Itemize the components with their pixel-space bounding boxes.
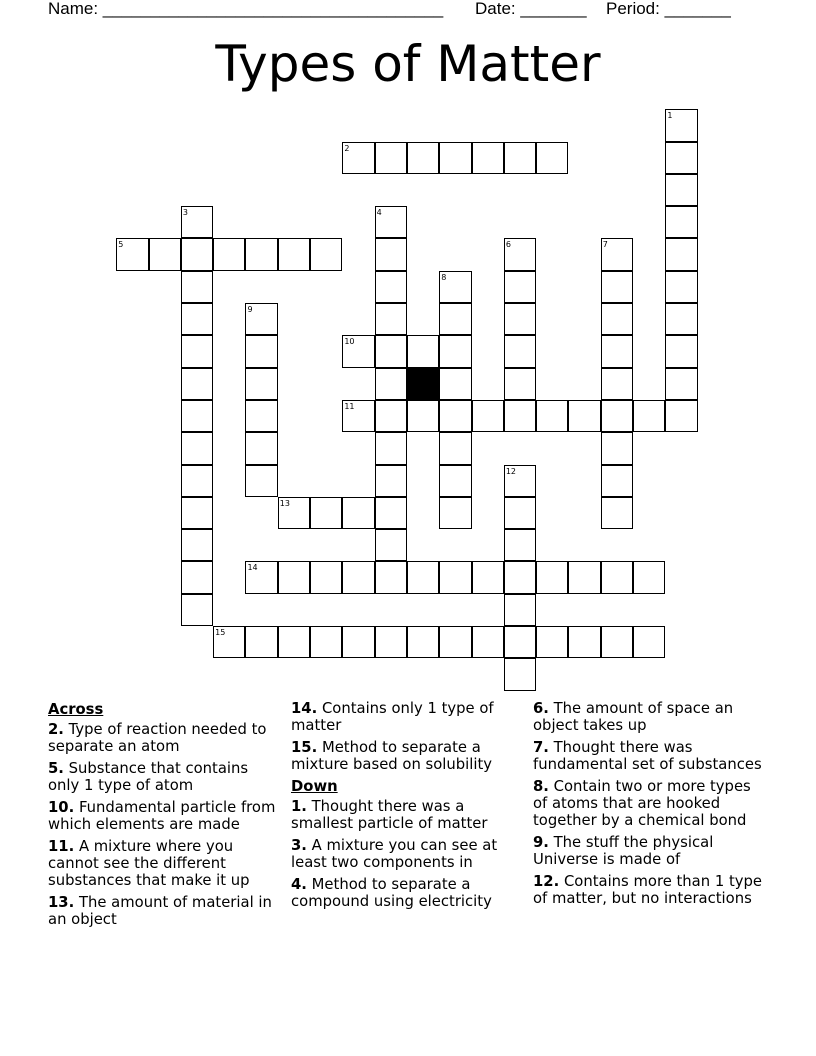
page-title: Types of Matter xyxy=(215,35,601,93)
grid-cell[interactable] xyxy=(407,400,439,432)
grid-cell[interactable] xyxy=(601,561,633,593)
name-field[interactable]: Name: ____________________________________ xyxy=(48,0,444,18)
grid-cell[interactable] xyxy=(504,238,536,270)
grid-cell[interactable] xyxy=(342,561,374,593)
grid-cell[interactable] xyxy=(181,497,213,529)
grid-cell[interactable] xyxy=(504,303,536,335)
clue-across-2: 2. Type of reaction needed to separate an atom xyxy=(48,721,267,755)
grid-cell[interactable] xyxy=(245,465,277,497)
grid-cell[interactable] xyxy=(665,109,697,141)
clue-number: 3 xyxy=(182,208,188,218)
clue-down-1: 1. Thought there was a smallest particle of matter xyxy=(291,798,488,832)
grid-cell[interactable] xyxy=(375,529,407,561)
grid-cell[interactable] xyxy=(504,497,536,529)
grid-cell[interactable] xyxy=(568,400,600,432)
clue-across-10: 10. Fundamental particle from which elements are made xyxy=(48,799,276,833)
grid-cell[interactable] xyxy=(536,561,568,593)
grid-cell[interactable] xyxy=(375,497,407,529)
grid-cell[interactable] xyxy=(181,561,213,593)
grid-cell[interactable] xyxy=(181,335,213,367)
grid-cell[interactable] xyxy=(504,142,536,174)
grid-cell[interactable] xyxy=(439,400,471,432)
grid-cell[interactable] xyxy=(665,271,697,303)
grid-cell[interactable] xyxy=(375,368,407,400)
grid-cell[interactable] xyxy=(439,303,471,335)
grid-cell[interactable] xyxy=(342,335,374,367)
grid-cell[interactable] xyxy=(601,626,633,658)
grid-cell[interactable] xyxy=(504,271,536,303)
grid-cell[interactable] xyxy=(472,561,504,593)
grid-cell[interactable] xyxy=(245,303,277,335)
clue-across-5: 5. Substance that contains only 1 type of atom xyxy=(48,760,249,794)
period-field[interactable]: Period: _______ xyxy=(606,0,731,18)
grid-cell[interactable] xyxy=(181,238,213,270)
grid-cell[interactable] xyxy=(375,465,407,497)
clue-number: 1 xyxy=(667,111,673,121)
grid-cell[interactable] xyxy=(181,594,213,626)
grid-cell[interactable] xyxy=(504,658,536,690)
clue-number: 4 xyxy=(376,208,382,218)
grid-cell[interactable] xyxy=(181,432,213,464)
clue-number: 2 xyxy=(344,143,350,153)
grid-cell[interactable] xyxy=(601,497,633,529)
clue-down-4: 4. Method to separate a compound using electricity xyxy=(291,876,492,910)
grid-cell[interactable] xyxy=(245,561,277,593)
grid-cell[interactable] xyxy=(665,206,697,238)
grid-cell[interactable] xyxy=(439,497,471,529)
grid-cell[interactable] xyxy=(439,142,471,174)
grid-cell[interactable] xyxy=(149,238,181,270)
grid-cell[interactable] xyxy=(245,238,277,270)
grid-cell[interactable] xyxy=(278,497,310,529)
grid-cell[interactable] xyxy=(310,497,342,529)
across-heading: Across xyxy=(48,701,104,718)
clues-column-2 xyxy=(291,700,526,915)
grid-cell[interactable] xyxy=(439,271,471,303)
grid-cell[interactable] xyxy=(181,400,213,432)
date-field[interactable]: Date: _______ xyxy=(475,0,587,18)
grid-cell[interactable] xyxy=(245,432,277,464)
grid-cell[interactable] xyxy=(181,206,213,238)
grid-cell[interactable] xyxy=(665,142,697,174)
grid-cell[interactable] xyxy=(472,400,504,432)
grid-cell[interactable] xyxy=(278,238,310,270)
clue-down-9: 9. The stuff the physical Universe is made of xyxy=(533,834,714,868)
grid-cell[interactable] xyxy=(601,400,633,432)
clue-number: 12 xyxy=(505,466,517,476)
grid-cell[interactable] xyxy=(407,561,439,593)
grid-cell[interactable] xyxy=(601,238,633,270)
grid-cell[interactable] xyxy=(181,465,213,497)
down-heading: Down xyxy=(291,778,338,795)
grid-cell[interactable] xyxy=(310,561,342,593)
grid-cell[interactable] xyxy=(665,303,697,335)
clue-down-3: 3. A mixture you can see at least two components in xyxy=(291,837,498,871)
grid-cell[interactable] xyxy=(504,529,536,561)
grid-cell[interactable] xyxy=(439,465,471,497)
grid-cell[interactable] xyxy=(407,626,439,658)
grid-cell[interactable] xyxy=(407,142,439,174)
grid-cell[interactable] xyxy=(439,561,471,593)
clue-number: 9 xyxy=(247,305,253,315)
clue-number: 14 xyxy=(247,563,258,573)
grid-cell[interactable] xyxy=(375,626,407,658)
clue-number: 8 xyxy=(441,272,447,282)
grid-cell[interactable] xyxy=(245,626,277,658)
clue-number: 15 xyxy=(215,628,226,638)
grid-cell[interactable] xyxy=(536,626,568,658)
grid-cell[interactable] xyxy=(439,335,471,367)
clue-down-7: 7. Thought there was fundamental set of substances xyxy=(533,739,762,773)
grid-cell[interactable] xyxy=(633,626,665,658)
grid-cell[interactable] xyxy=(601,271,633,303)
grid-cell[interactable] xyxy=(504,626,536,658)
grid-cell[interactable] xyxy=(213,626,245,658)
grid-cell[interactable] xyxy=(375,238,407,270)
clue-number: 13 xyxy=(279,498,290,508)
clues-column-1 xyxy=(48,700,283,933)
grid-cell[interactable] xyxy=(181,303,213,335)
grid-cell[interactable] xyxy=(245,335,277,367)
grid-cell[interactable] xyxy=(536,142,568,174)
grid-cell[interactable] xyxy=(568,561,600,593)
clue-across-11: 11. A mixture where you cannot see the different substances that make it up xyxy=(48,838,250,889)
grid-cell[interactable] xyxy=(504,335,536,367)
clue-down-6: 6. The amount of space an object takes up xyxy=(533,700,734,734)
clue-number: 5 xyxy=(118,240,124,250)
grid-cell[interactable] xyxy=(439,432,471,464)
grid-cell[interactable] xyxy=(504,594,536,626)
grid-cell[interactable] xyxy=(245,400,277,432)
grid-cell[interactable] xyxy=(375,561,407,593)
grid-cell[interactable] xyxy=(342,142,374,174)
grid-cell[interactable] xyxy=(472,626,504,658)
grid-cell[interactable] xyxy=(601,465,633,497)
grid-cell[interactable] xyxy=(342,626,374,658)
clue-across-13: 13. The amount of material in an object xyxy=(48,894,272,928)
grid-cell[interactable] xyxy=(633,561,665,593)
black-cell xyxy=(407,368,439,400)
grid-cell[interactable] xyxy=(375,271,407,303)
grid-cell[interactable] xyxy=(407,335,439,367)
grid-cell[interactable] xyxy=(342,400,374,432)
grid-cell[interactable] xyxy=(213,238,245,270)
grid-cell[interactable] xyxy=(278,626,310,658)
grid-cell[interactable] xyxy=(665,368,697,400)
grid-cell[interactable] xyxy=(181,529,213,561)
grid-cell[interactable] xyxy=(181,271,213,303)
grid-cell[interactable] xyxy=(568,626,600,658)
grid-cell[interactable] xyxy=(375,303,407,335)
grid-cell[interactable] xyxy=(536,400,568,432)
clue-across-15: 15. Method to separate a mixture based on solubility xyxy=(291,739,493,773)
grid-cell[interactable] xyxy=(278,561,310,593)
grid-cell[interactable] xyxy=(665,400,697,432)
grid-cell[interactable] xyxy=(375,400,407,432)
grid-cell[interactable] xyxy=(504,561,536,593)
grid-cell[interactable] xyxy=(601,368,633,400)
grid-cell[interactable] xyxy=(601,303,633,335)
grid-cell[interactable] xyxy=(633,400,665,432)
grid-cell[interactable] xyxy=(439,626,471,658)
grid-cell[interactable] xyxy=(601,432,633,464)
grid-cell[interactable] xyxy=(116,238,148,270)
grid-cell[interactable] xyxy=(181,368,213,400)
grid-cell[interactable] xyxy=(310,238,342,270)
grid-cell[interactable] xyxy=(504,465,536,497)
clue-down-8: 8. Contain two or more types of atoms that are hooked together by a chemical bond xyxy=(533,778,751,829)
clue-number: 6 xyxy=(505,240,511,250)
grid-cell[interactable] xyxy=(375,206,407,238)
grid-cell[interactable] xyxy=(439,368,471,400)
grid-cell[interactable] xyxy=(665,335,697,367)
grid-cell[interactable] xyxy=(504,368,536,400)
grid-cell[interactable] xyxy=(601,335,633,367)
clue-number: 7 xyxy=(602,240,608,250)
clue-number: 10 xyxy=(344,337,355,347)
grid-cell[interactable] xyxy=(375,142,407,174)
grid-cell[interactable] xyxy=(665,238,697,270)
grid-cell[interactable] xyxy=(472,142,504,174)
grid-cell[interactable] xyxy=(342,497,374,529)
clues-column-3 xyxy=(533,700,768,912)
clue-across-14: 14. Contains only 1 type of matter xyxy=(291,700,494,734)
clue-down-12: 12. Contains more than 1 type of matter, but no interactions xyxy=(533,873,763,907)
grid-cell[interactable] xyxy=(375,335,407,367)
clue-number: 11 xyxy=(344,401,355,411)
grid-cell[interactable] xyxy=(504,400,536,432)
grid-cell[interactable] xyxy=(375,432,407,464)
grid-cell[interactable] xyxy=(245,368,277,400)
grid-cell[interactable] xyxy=(310,626,342,658)
grid-cell[interactable] xyxy=(665,174,697,206)
